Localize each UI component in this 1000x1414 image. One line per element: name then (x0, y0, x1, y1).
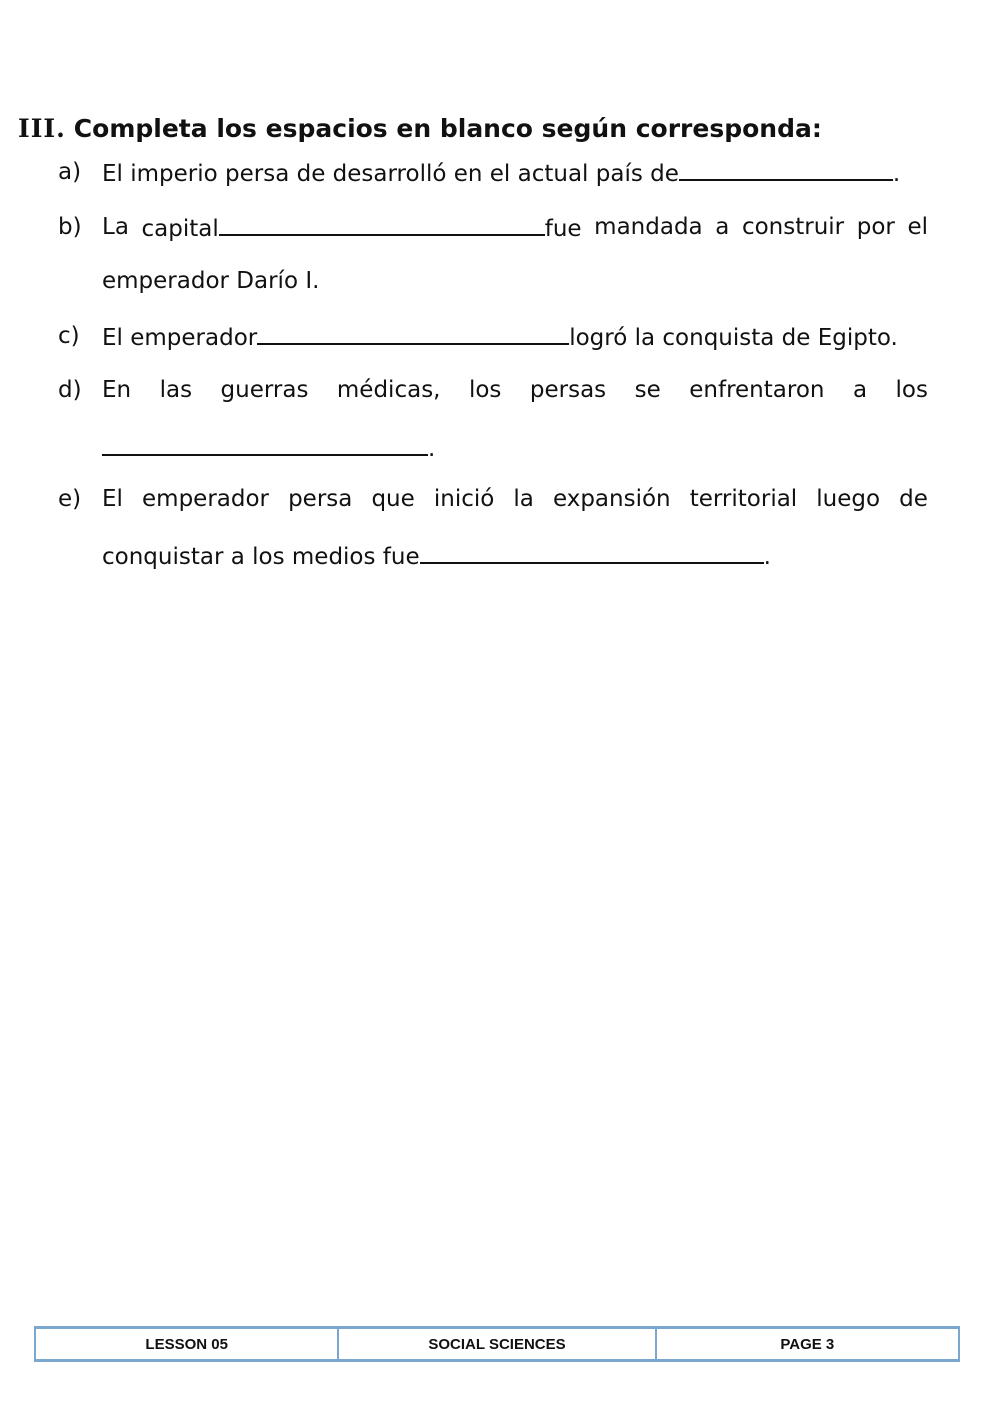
item-e-line-2 (102, 538, 928, 572)
item-d-word: enfrentaron (689, 377, 825, 403)
footer-page-number: PAGE 3 (655, 1329, 960, 1359)
item-a-end: . (892, 161, 901, 187)
item-c-line (102, 319, 928, 353)
item-e-word: territorial (689, 486, 798, 512)
item-a-blank[interactable] (679, 155, 893, 181)
item-d-word: guerras (220, 377, 309, 403)
item-c-blank[interactable] (257, 319, 569, 345)
item-d-word: se (634, 377, 661, 403)
section-title (18, 112, 822, 146)
item-d-end: . (428, 436, 436, 462)
item-letter-c: c) (58, 323, 80, 349)
footer-lesson: LESSON 05 (34, 1329, 337, 1359)
item-b-word: La (102, 214, 129, 240)
item-d-line-1 (102, 373, 928, 407)
item-b-word: a (715, 214, 730, 240)
item-e-line-1 (102, 482, 928, 516)
item-d-word: En (102, 377, 132, 403)
item-b-word: capital (141, 216, 219, 242)
item-b-blank[interactable] (219, 210, 545, 236)
item-c-text: El emperador (102, 325, 258, 351)
item-b-word: mandada (594, 214, 703, 240)
item-b-group (142, 210, 582, 244)
item-a-line (102, 155, 928, 189)
item-b-word: el (907, 214, 928, 240)
item-e-text: conquistar a los medios fue (102, 544, 420, 570)
item-letter-b: b) (58, 214, 82, 240)
item-e-word: emperador (142, 486, 269, 512)
item-d-line-2 (102, 430, 928, 464)
footer-subject: SOCIAL SCIENCES (337, 1329, 654, 1359)
item-b-word: construir (741, 214, 845, 240)
item-d-word: los (895, 377, 928, 403)
item-letter-e: e) (58, 486, 82, 512)
item-e-word: expansión (552, 486, 671, 512)
item-a-text: El imperio persa de desarrolló en el actual país de (102, 161, 679, 187)
item-e-word: El (102, 486, 123, 512)
item-letter-d: d) (58, 377, 82, 403)
item-e-blank[interactable] (420, 538, 764, 564)
item-d-word: las (159, 377, 193, 403)
item-d-word: médicas, (336, 377, 441, 403)
item-e-word: que (371, 486, 415, 512)
item-d-word: los (468, 377, 502, 403)
item-d-word: persas (529, 377, 607, 403)
item-e-word: la (513, 486, 534, 512)
item-e-word: persa (288, 486, 353, 512)
page-footer (34, 1326, 960, 1362)
item-b-word: por (856, 214, 895, 240)
item-e-end: . (763, 544, 771, 570)
item-d-word: a (852, 377, 868, 403)
item-e-word: inició (433, 486, 495, 512)
item-b-line-1 (102, 210, 928, 244)
item-b-word: fue (544, 216, 582, 242)
item-c-text-after: logró la conquista de Egipto. (569, 325, 898, 351)
item-d-blank[interactable] (102, 430, 428, 456)
section-instruction: Completa los espacios en blanco según corresponda: (73, 114, 822, 143)
item-letter-a: a) (58, 159, 82, 185)
section-number: III. (18, 114, 66, 143)
item-e-word: de (899, 486, 928, 512)
item-b-line-2: emperador Darío I. (102, 268, 320, 294)
item-e-word: luego (816, 486, 881, 512)
